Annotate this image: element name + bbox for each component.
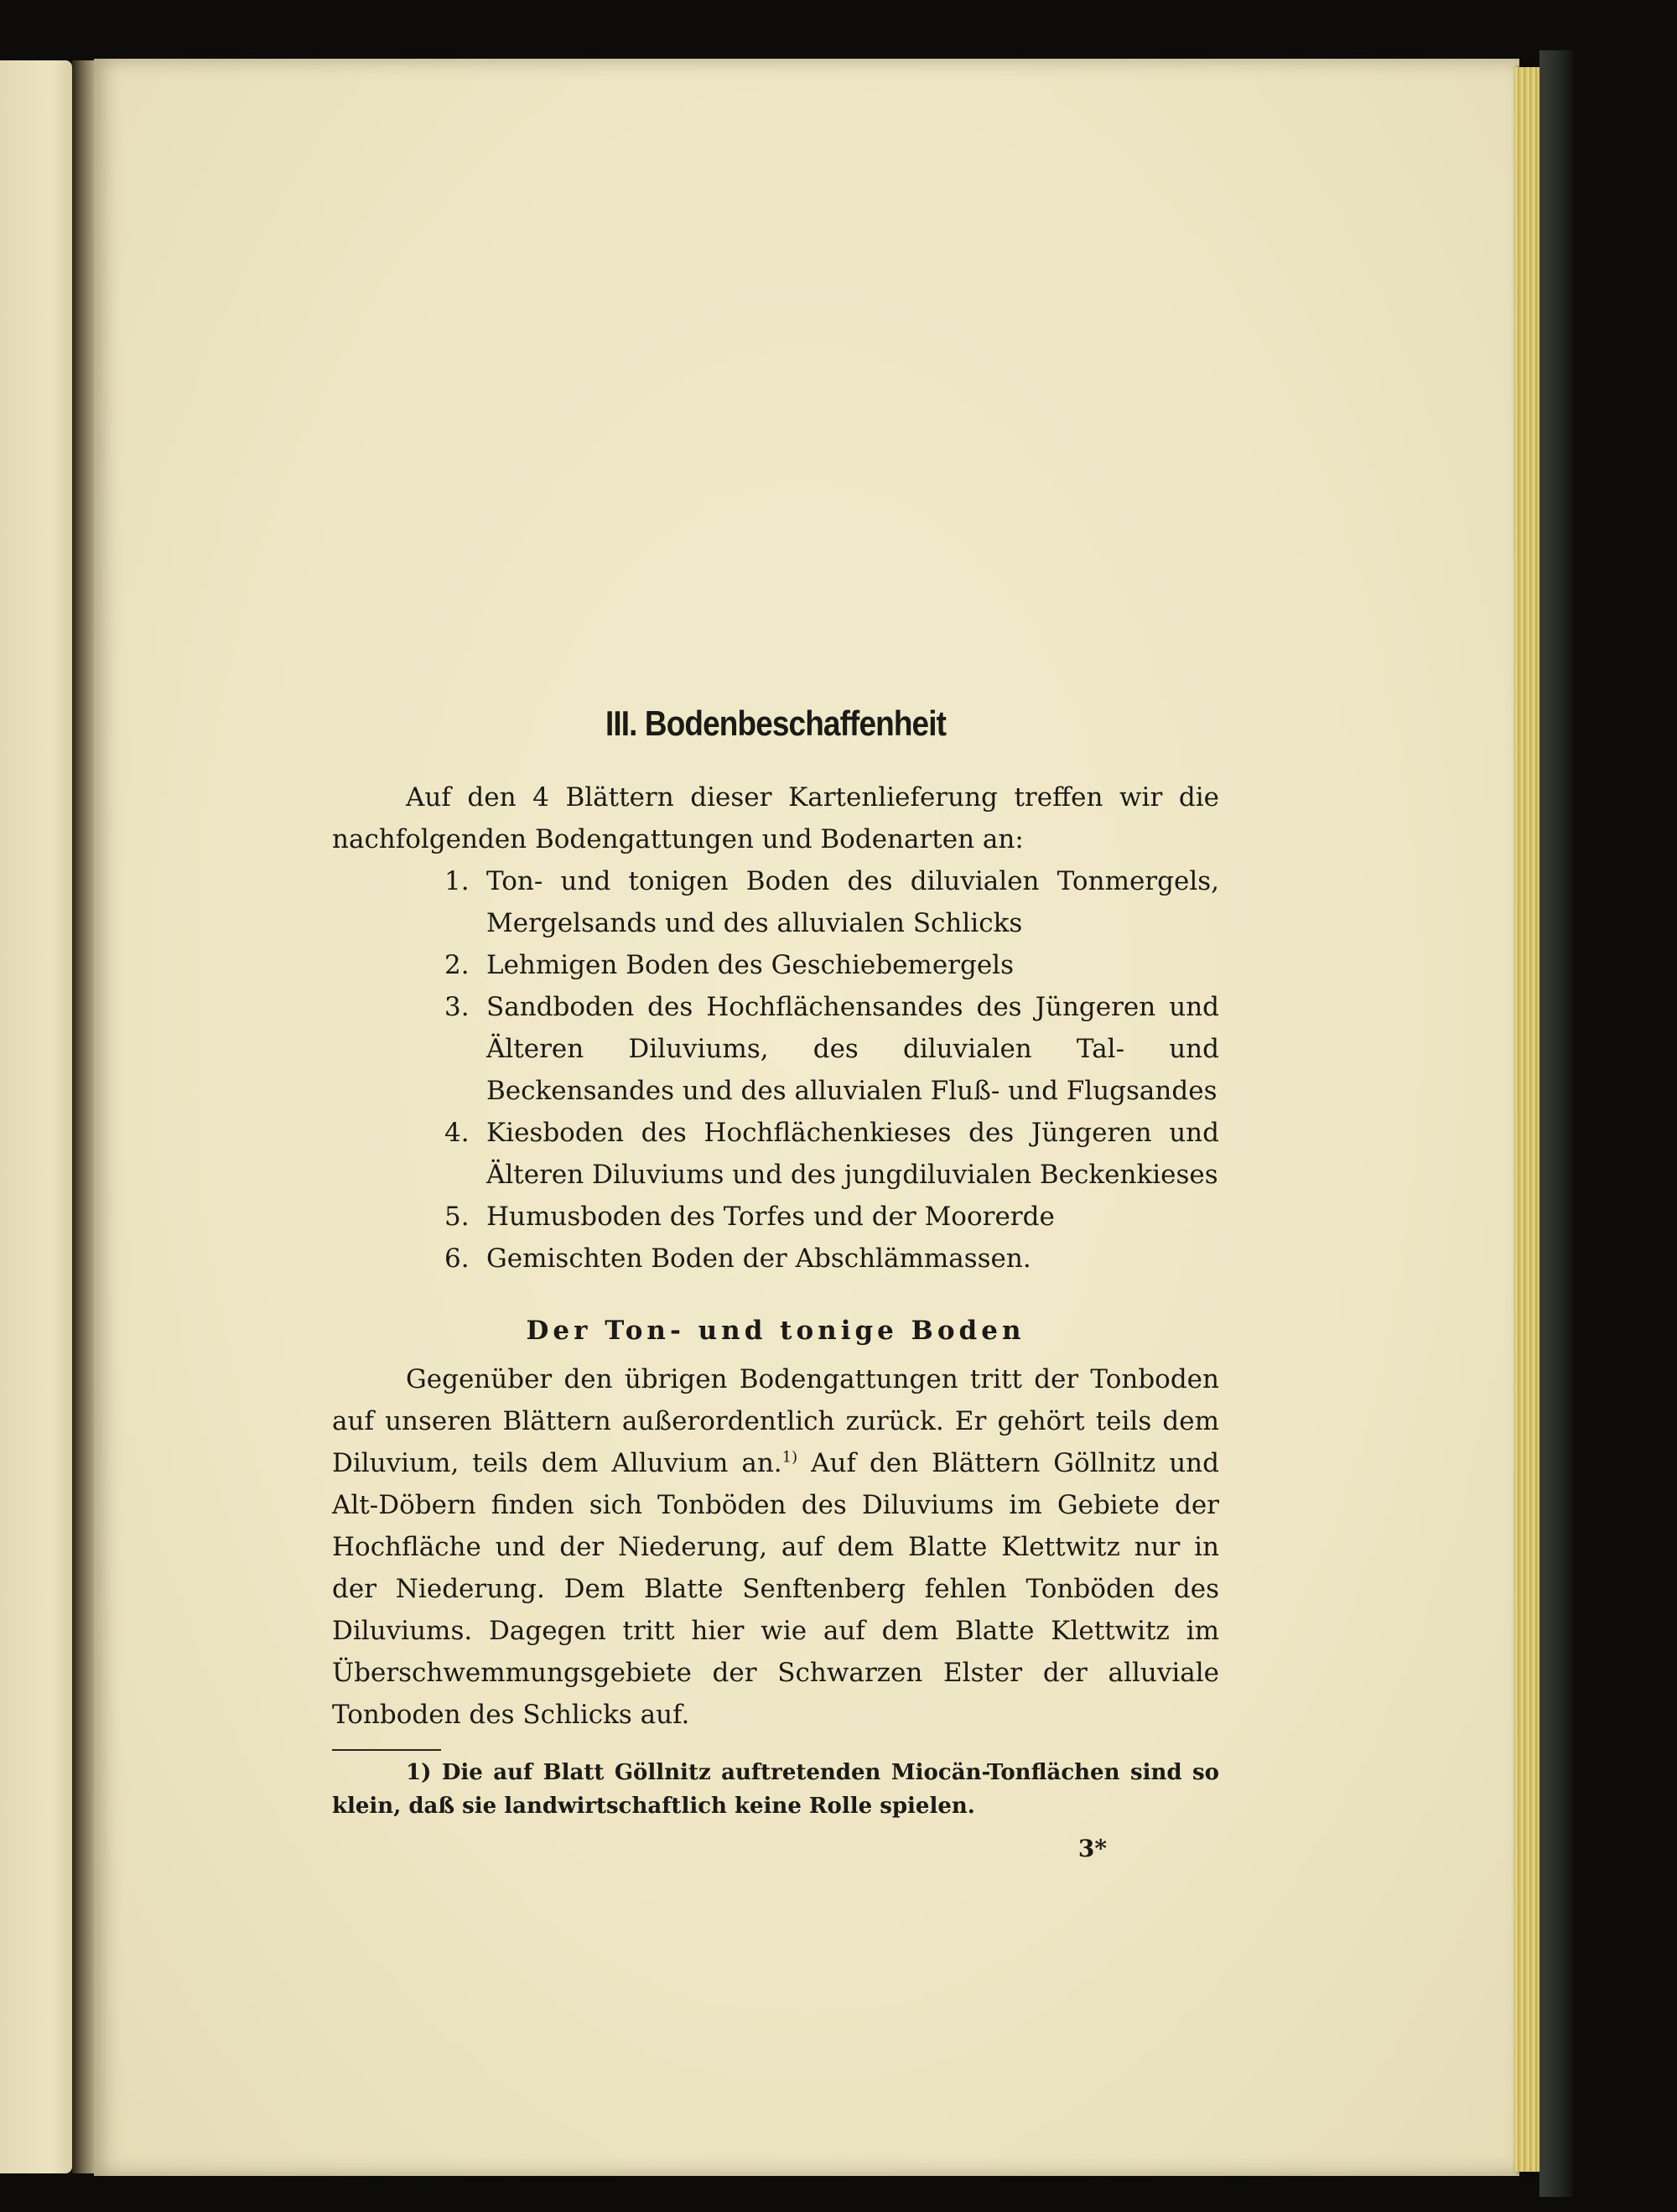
- soil-type-list: [332, 860, 1219, 1280]
- footnote-reference: 1): [781, 1448, 798, 1467]
- list-item: [332, 986, 1219, 1112]
- list-item: [332, 944, 1219, 986]
- page-edges: [1514, 67, 1539, 2172]
- list-item: [332, 860, 1219, 944]
- list-item: [332, 1196, 1219, 1238]
- list-text: Sandboden des Hochflächensandes des Jüngeren und Älteren Diluviums, des diluvialen Tal- und Beckensandes und des alluvialen Fluß- und Flugsandes: [486, 992, 1219, 1107]
- book-cover-edge: [1539, 50, 1573, 2197]
- list-text: Kiesboden des Hochflächenkieses des Jüngeren und Älteren Diluviums und des jungdiluvialen Beckenkieses: [486, 1118, 1219, 1191]
- footnote: [332, 1756, 1219, 1823]
- list-number: 4.: [444, 1118, 470, 1149]
- list-text: Ton- und tonigen Boden des diluvialen Tonmergels, Mergelsands und des alluvialen Schlicks: [486, 866, 1219, 939]
- subsection-heading: Der Ton- und tonige Boden: [526, 1316, 1025, 1347]
- book-gutter: [72, 60, 96, 2173]
- list-number: 2.: [444, 950, 470, 981]
- footnote-marker: 1): [406, 1760, 432, 1786]
- body-paragraph: [332, 1358, 1219, 1736]
- footnote-text: Die auf Blatt Göllnitz auftretenden Miocän-Tonflächen sind so klein, daß sie landwirtschaftlich keine Rolle spielen.: [332, 1760, 1219, 1820]
- section-heading: III. Bodenbeschaffenheit: [605, 704, 947, 743]
- list-number: 3.: [444, 992, 470, 1023]
- list-number: 1.: [444, 866, 470, 897]
- list-item: [332, 1112, 1219, 1196]
- body-text-part2: Auf den Blättern Göllnitz und Alt-Döbern finden sich Tonböden des Diluviums im Gebiete der Hochfläche und der Niederung, auf dem Blatte Klettwitz nur in der Niederung. Dem Blatte Senftenberg fehlen Tonböden des Diluviums. Dagegen tritt hier wie auf dem Blatte Klettwitz im Überschwemmungsgebiete der Schwarzen Elster der alluviale Tonboden des Schlicks auf.: [332, 1448, 1219, 1731]
- left-page-edge: [0, 60, 72, 2173]
- list-item: [332, 1238, 1219, 1280]
- list-number: 5.: [444, 1202, 470, 1233]
- footnote-divider: [332, 1749, 441, 1751]
- list-text: Gemischten Boden der Abschlämmassen.: [486, 1244, 1031, 1275]
- list-text: Lehmigen Boden des Geschiebemergels: [486, 950, 1014, 981]
- intro-paragraph: Auf den 4 Blättern dieser Kartenlieferung treffen wir die nachfolgenden Bodengattungen und Bodenarten an:: [332, 782, 1219, 855]
- page-text: [332, 704, 1219, 1862]
- printer-signature: 3*: [1077, 1835, 1107, 1863]
- body-text-part1: Gegenüber den übrigen Bodengattungen tritt der Tonboden auf unseren Blättern außerordentlich zurück. Er gehört teils dem Diluvium, teils dem Alluvium an.: [332, 1364, 1219, 1479]
- list-text: Humusboden des Torfes und der Moorerde: [486, 1202, 1055, 1233]
- list-number: 6.: [444, 1244, 470, 1275]
